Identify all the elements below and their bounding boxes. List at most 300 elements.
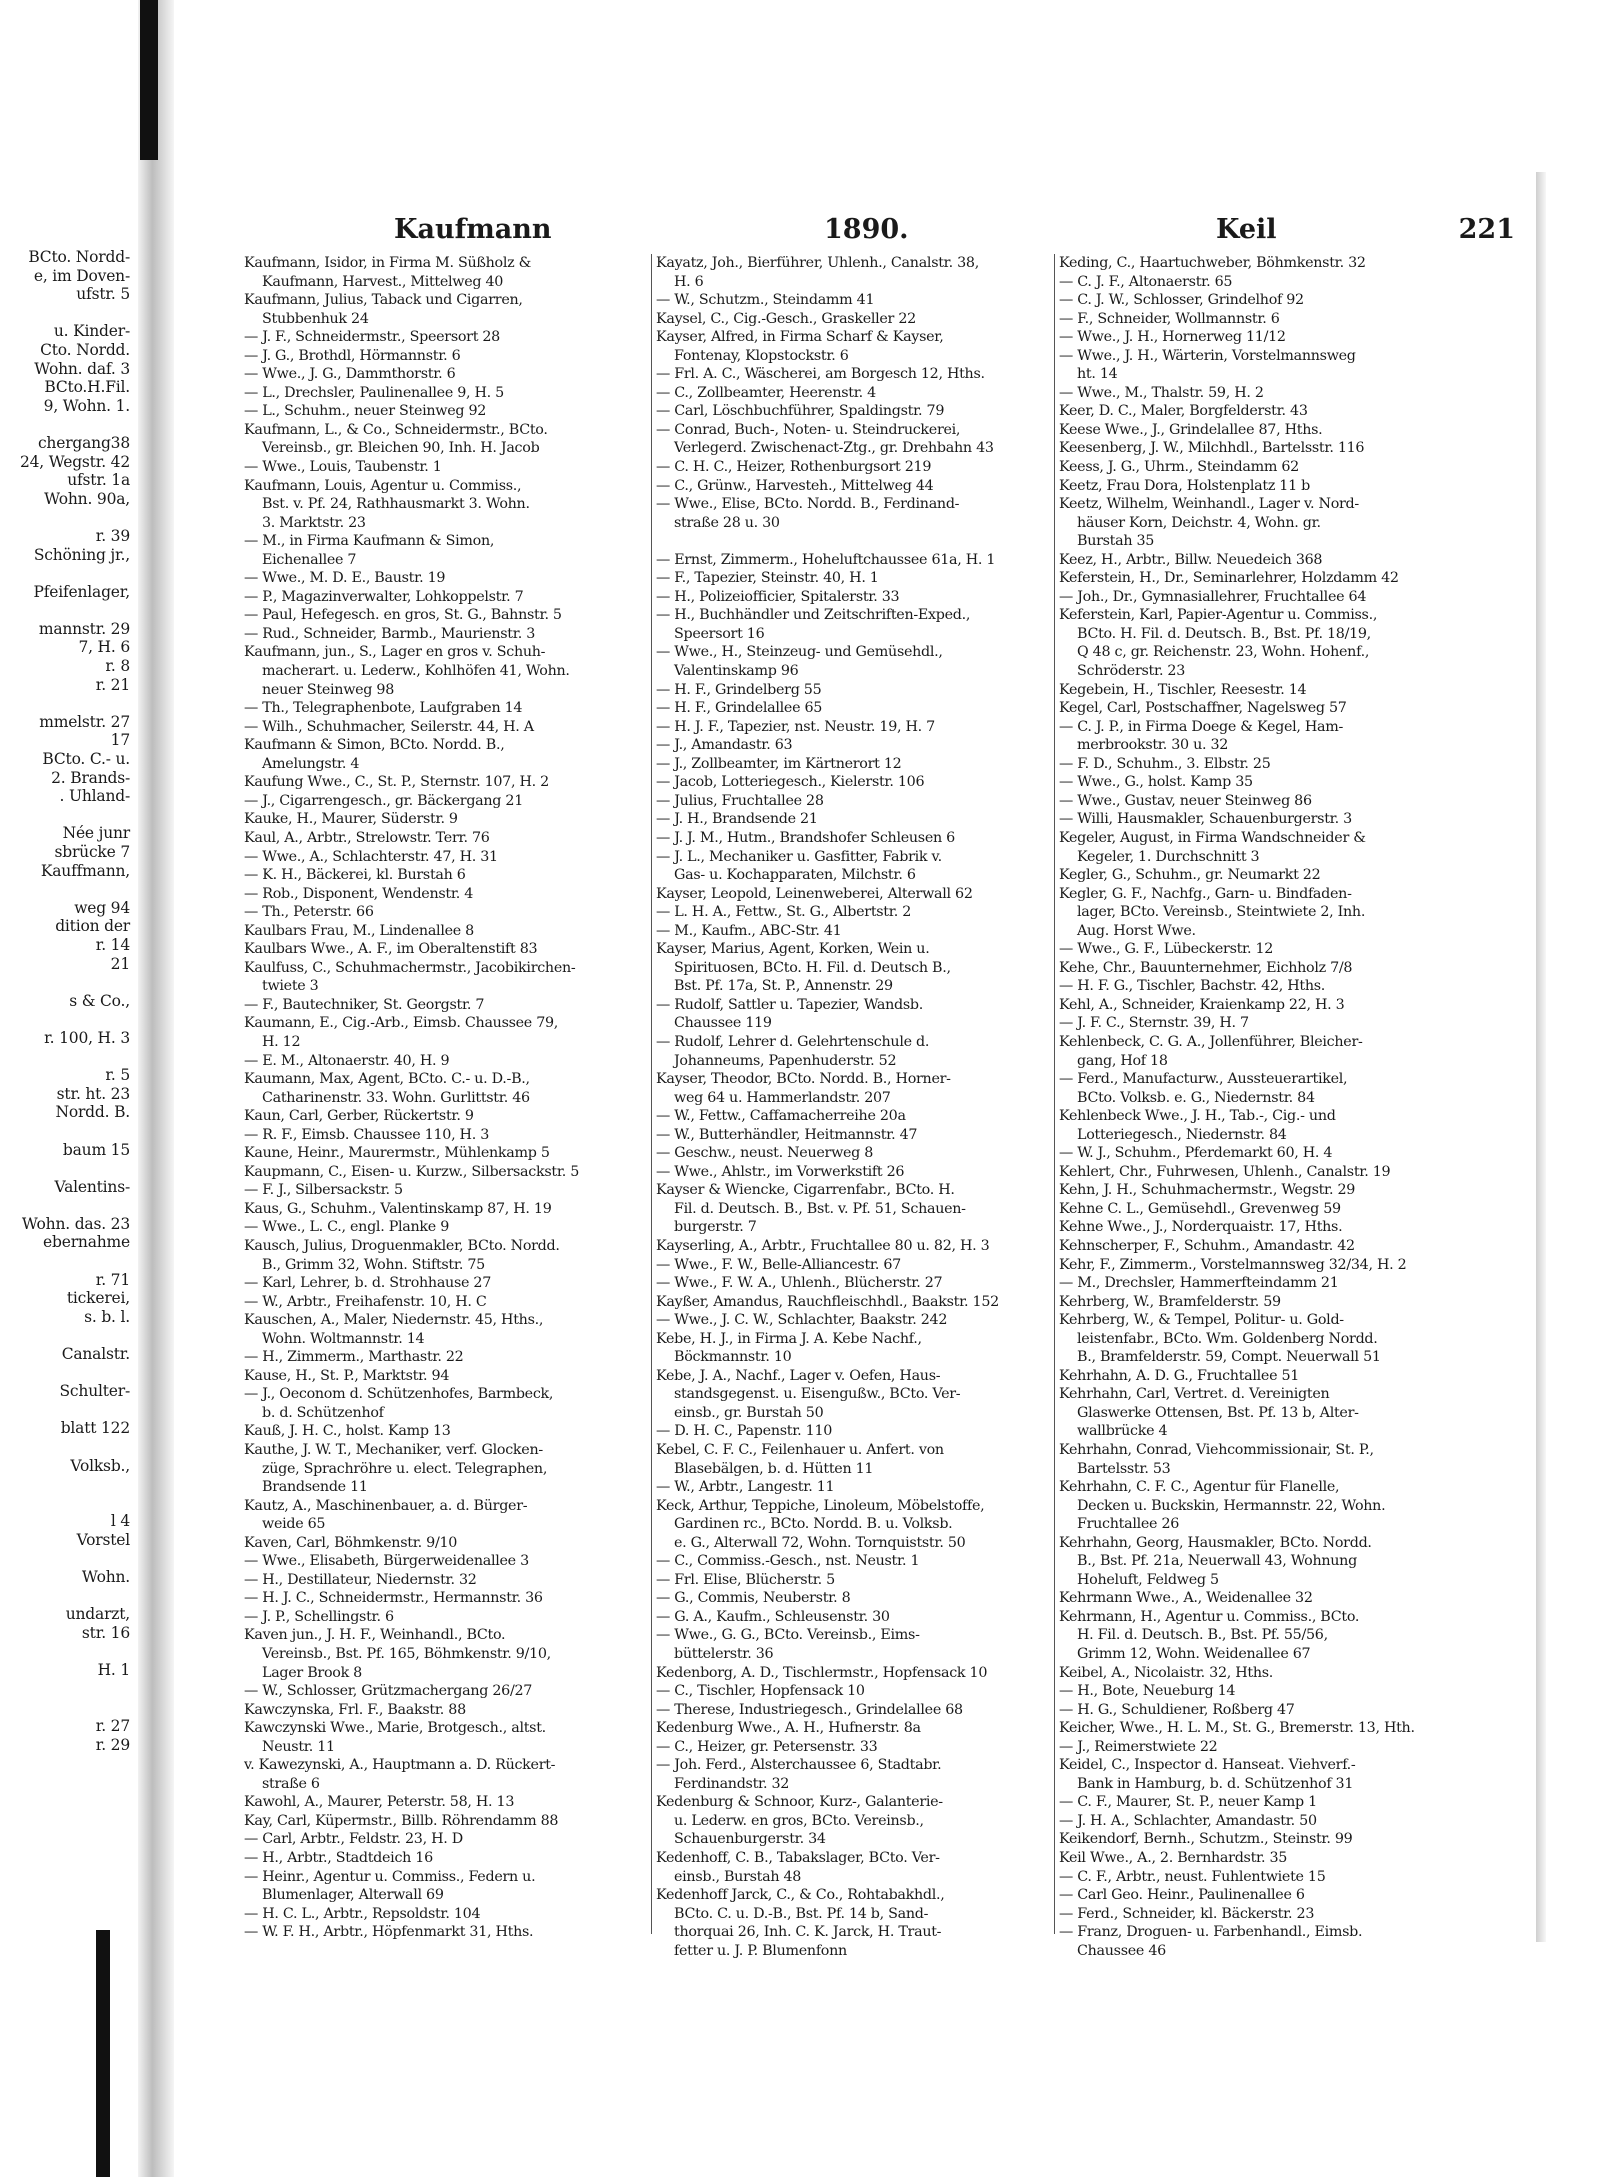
directory-entry-line: Kegeler, August, in Firma Wandschneider & [1059,829,1366,846]
directory-entry-line: — K. H., Bäckerei, kl. Burstah 6 [244,867,466,884]
directory-entry-line: Keferstein, H., Dr., Seminarlehrer, Holzdamm 42 [1059,570,1399,587]
directory-entry-line: — Rob., Disponent, Wendenstr. 4 [244,885,474,902]
directory-entry-line: — W., Schutzm., Steindamm 41 [656,292,875,309]
fragment-line: r. 39 [95,526,130,545]
fragment-line: Canalstr. [61,1345,130,1364]
directory-entry-line: v. Kawezynski, A., Hauptmann a. D. Rückert- [244,1757,556,1774]
directory-entry-line: 3. Marktstr. 23 [262,514,366,531]
directory-entry-line: Ferdinandstr. 32 [674,1775,790,1792]
column-2 [656,254,1051,1959]
book-spine-shadow [138,0,174,2177]
directory-entry-line: Burstah 35 [1077,533,1155,550]
directory-entry-line: Kehrmann, H., Agentur u. Commiss., BCto. [1059,1608,1360,1625]
directory-entry-line: — Conrad, Buch-, Noten- u. Steindruckerei, [656,421,961,438]
directory-entry-line: Blumenlager, Alterwall 69 [262,1887,444,1904]
directory-entry-line: straße 28 u. 30 [674,514,780,531]
directory-entry-line: Kegebein, H., Tischler, Reesestr. 14 [1059,681,1307,698]
directory-entry-line: — C. J. W., Schlosser, Grindelhof 92 [1059,292,1304,309]
fragment-line: 17 [110,731,130,750]
directory-entry-line: Catharinenstr. 33. Wohn. Gurlittstr. 46 [262,1089,530,1106]
directory-entry-line: Kegler, G., Schuhm., gr. Neumarkt 22 [1059,867,1321,884]
fragment-line: baum 15 [62,1140,130,1159]
directory-entry-line: — H. C. L., Arbtr., Repsoldstr. 104 [244,1905,481,1922]
directory-entry-line: — J., Zollbeamter, im Kärtnerort 12 [656,755,902,772]
directory-entry-line: Eichenallee 7 [262,551,357,568]
fragment-line [0,304,130,323]
directory-entry-line: — Wwe., F. W. A., Uhlenh., Blücherstr. 27 [656,1275,943,1292]
directory-entry-line: — F. D., Schuhm., 3. Elbstr. 25 [1059,755,1271,772]
directory-entry-line: — J. F., Schneidermstr., Speersort 28 [244,329,500,346]
directory-entry-line: Bank in Hamburg, b. d. Schützenhof 31 [1077,1775,1354,1792]
page-edge-right [1536,172,1546,1942]
directory-entry-line: u. Lederw. en gros, BCto. Vereinsb., [674,1812,924,1829]
fragment-line: r. 8 [105,657,130,676]
directory-entry-line: Kayser, Theodor, BCto. Nordd. B., Horner- [656,1071,951,1088]
directory-entry-line: — Rudolf, Sattler u. Tapezier, Wandsb. [656,996,923,1013]
fragment-line: Schulter- [59,1382,130,1401]
directory-entry-line: Brandsende 11 [262,1479,368,1496]
directory-entry-line: — R. F., Eimsb. Chaussee 110, H. 3 [244,1126,490,1143]
fragment-line [0,1010,130,1029]
directory-entry-line: Kayßer, Amandus, Rauchfleischhdl., Baakstr. 152 [656,1293,999,1310]
fragment-line: r. 29 [95,1735,130,1754]
directory-entry-line: — Therese, Industriegesch., Grindelallee 68 [656,1701,963,1718]
fragment-line [0,1698,130,1717]
directory-entry-line: — Heinr., Agentur u. Commiss., Federn u. [244,1868,536,1885]
directory-entry-line: — W., Fettw., Caffamacherreihe 20a [656,1108,906,1125]
fragment-line: r. 21 [95,675,130,694]
directory-entry-line: Kayser, Alfred, in Firma Scharf & Kayser, [656,329,944,346]
fragment-line: weg 94 [74,898,130,917]
directory-entry-line: — H. G., Schuldiener, Roßberg 47 [1059,1701,1295,1718]
directory-entry-line: — E. M., Altonaerstr. 40, H. 9 [244,1052,450,1069]
directory-entry-line: — H., Buchhändler und Zeitschriften-Exped., [656,607,971,624]
column-1 [244,254,649,1941]
directory-entry-line: — G., Commis, Neuberstr. 8 [656,1590,851,1607]
directory-entry-line: — C. H. C., Heizer, Rothenburgsort 219 [656,459,932,476]
directory-entry-line: — J. J. M., Hutm., Brandshofer Schleusen 6 [656,829,955,846]
directory-entry-line: leistenfabr., BCto. Wm. Goldenberg Nordd. [1077,1330,1378,1347]
fragment-line: Cto. Nordd. [40,340,130,359]
directory-entry-line: H. 12 [262,1033,301,1050]
directory-entry-line: — Wwe., Elisabeth, Bürgerweidenallee 3 [244,1553,529,1570]
directory-entry-line: Bst. v. Pf. 24, Rathhausmarkt 3. Wohn. [262,496,530,513]
directory-entry-line: Kaumann, E., Cig.-Arb., Eimsb. Chaussee 79, [244,1015,559,1032]
directory-entry-line: — J. P., Schellingstr. 6 [244,1608,394,1625]
directory-entry-line: Kaupmann, C., Eisen- u. Kurzw., Silbersackstr. 5 [244,1163,580,1180]
directory-entry-line: Kauke, H., Maurer, Süderstr. 9 [244,811,458,828]
directory-entry-line: Kaune, Heinr., Maurermstr., Mühlenkamp 5 [244,1145,550,1162]
directory-entry-line: Kause, H., St. P., Marktstr. 94 [244,1367,450,1384]
directory-entry-line: Hoheluft, Feldweg 5 [1077,1571,1219,1588]
fragment-line: Vorstel [76,1530,130,1549]
fragment-line [0,1401,130,1420]
directory-entry-line: ht. 14 [1077,366,1118,383]
directory-entry-line [656,532,1051,551]
directory-entry-line: Kaul, A., Arbtr., Strelowstr. Terr. 76 [244,829,490,846]
fragment-line [0,1438,130,1457]
directory-entry-line: — W., Butterhändler, Heitmannstr. 47 [656,1126,918,1143]
directory-entry-line: — L., Drechsler, Paulinenallee 9, H. 5 [244,384,504,401]
page-number: 221 [1458,214,1515,245]
directory-entry-line: — C. F., Arbtr., neust. Fuhlentwiete 15 [1059,1868,1326,1885]
directory-entry-line: Bartelsstr. 53 [1077,1460,1171,1477]
scan-clip-top [140,0,158,160]
fragment-line: r. 100, H. 3 [44,1028,130,1047]
directory-entry-line: — Carl, Löschbuchführer, Spaldingstr. 79 [656,403,945,420]
fragment-line: e, im Doven- [33,266,130,285]
directory-entry-line: — M., in Firma Kaufmann & Simon, [244,533,495,550]
directory-entry-line: Keferstein, Karl, Papier-Agentur u. Commiss., [1059,607,1378,624]
directory-entry-line: häuser Korn, Deichstr. 4, Wohn. gr. [1077,514,1321,531]
directory-entry-line: weide 65 [262,1516,326,1533]
directory-entry-line: büttelerstr. 36 [674,1646,774,1663]
directory-entry-line: Keil Wwe., A., 2. Bernhardstr. 35 [1059,1850,1288,1867]
fragment-line [0,1048,130,1067]
directory-entry-line: Kehlert, Chr., Fuhrwesen, Uhlenh., Canalstr. 19 [1059,1163,1391,1180]
directory-entry-line: Kawczynska, Frl. F., Baakstr. 88 [244,1701,466,1718]
directory-entry-line: — F., Tapezier, Steinstr. 40, H. 1 [656,570,879,587]
directory-entry-line: Valentinskamp 96 [674,663,799,680]
directory-entry-line: Keck, Arthur, Teppiche, Linoleum, Möbelstoffe, [656,1497,985,1514]
fragment-line [0,1643,130,1662]
directory-entry-line: Kehrhahn, Georg, Hausmakler, BCto. Nordd. [1059,1534,1372,1551]
fragment-line: Kauffmann, [40,861,130,880]
directory-entry-line: Johanneums, Papenhuderstr. 52 [674,1052,897,1069]
directory-entry-line: — Karl, Lehrer, b. d. Strohhause 27 [244,1275,491,1292]
directory-entry-line: — Franz, Droguen- u. Farbenhandl., Eimsb. [1059,1924,1363,1941]
directory-entry-line: Kawohl, A., Maurer, Peterstr. 58, H. 13 [244,1794,515,1811]
directory-entry-line: Kehrhahn, C. F. C., Agentur für Flanelle, [1059,1479,1340,1496]
directory-entry-line: Blasebälgen, b. d. Hütten 11 [674,1460,874,1477]
directory-entry-line: Böckmannstr. 10 [674,1349,792,1366]
directory-entry-line: — W., Arbtr., Freihafenstr. 10, H. C [244,1293,487,1310]
directory-entry-line: — Carl, Arbtr., Feldstr. 23, H. D [244,1831,463,1848]
directory-entry-line: H. 6 [674,273,704,290]
directory-entry-line: H. Fil. d. Deutsch. B., Bst. Pf. 55/56, [1077,1627,1328,1644]
directory-entry-line: Kebe, J. A., Nachf., Lager v. Oefen, Haus- [656,1367,941,1384]
directory-entry-line: — L. H. A., Fettw., St. G., Albertstr. 2 [656,904,911,921]
directory-entry-line: — Jacob, Lotteriegesch., Kielerstr. 106 [656,774,925,791]
directory-entry-line: — C. F., Maurer, St. P., neuer Kamp 1 [1059,1794,1317,1811]
directory-entry-line: Kehr, F., Zimmerm., Vorstelmannsweg 32/34, H. 2 [1059,1256,1407,1273]
directory-entry-line: — Wwe., H., Steinzeug- und Gemüsehdl., [656,644,943,661]
fragment-line: sbrücke 7 [54,843,130,861]
directory-entry-line: Kehne Wwe., J., Norderquaistr. 17, Hths. [1059,1219,1343,1236]
directory-entry-line: Kautz, A., Maschinenbauer, a. d. Bürger- [244,1497,528,1514]
directory-entry-line: — J., Amandastr. 63 [656,737,793,754]
scan-clip-bottom [96,1930,110,2177]
directory-entry-line: — D. H. C., Papenstr. 110 [656,1423,833,1440]
directory-entry-line: — Frl. Elise, Blücherstr. 5 [656,1571,835,1588]
directory-entry-line: Kehl, A., Schneider, Kraienkamp 22, H. 3 [1059,996,1345,1013]
directory-entry-line: merbrookstr. 30 u. 32 [1077,737,1229,754]
directory-entry-line: lager, BCto. Vereinsb., Steintwiete 2, Inh. [1077,904,1366,921]
column-divider [651,254,652,1934]
directory-entry-line: Vereinsb., gr. Bleichen 90, Inh. H. Jacob [262,440,540,457]
directory-entry-line: — H., Polizeiofficier, Spitalerstr. 33 [656,588,900,605]
directory-entry-line: Kedenhoff Jarck, C., & Co., Rohtabakhdl., [656,1887,945,1904]
fragment-line: undarzt, [65,1605,130,1624]
directory-entry-line: — C., Tischler, Hopfensack 10 [656,1683,865,1700]
directory-entry-line: — Joh. Ferd., Alsterchaussee 6, Stadtabr. [656,1757,942,1774]
directory-entry-line: — Wilh., Schuhmacher, Seilerstr. 44, H. A [244,718,534,735]
directory-entry-line: — C., Commiss.-Gesch., nst. Neustr. 1 [656,1553,920,1570]
fragment-line: BCto. Nordd- [28,248,130,266]
directory-entry-line: Keess, J. G., Uhrm., Steindamm 62 [1059,459,1299,476]
directory-entry-line: — M., Kaufm., ABC-Str. 41 [656,922,842,939]
fragment-line: blatt 122 [60,1419,130,1438]
directory-entry-line: B., Grimm 32, Wohn. Stiftstr. 75 [262,1256,485,1273]
directory-entry-line: — W. F. H., Arbtr., Höpfenmarkt 31, Hths. [244,1924,534,1941]
directory-entry-line: Kehnscherper, F., Schuhm., Amandastr. 42 [1059,1237,1355,1254]
directory-entry-line: — Wwe., J. G., Dammthorstr. 6 [244,366,456,383]
running-header [244,214,1529,246]
fragment-line: ufstr. 5 [76,285,130,304]
directory-entry-line: — H., Arbtr., Stadtdeich 16 [244,1850,433,1867]
directory-entry-line: Kedenborg, A. D., Tischlermstr., Hopfensack 10 [656,1664,988,1681]
fragment-line: Schöning jr., [33,545,130,564]
directory-entry-line: Kaulfuss, C., Schuhmachermstr., Jacobikirchen- [244,959,576,976]
directory-entry-line: — Wwe., Elise, BCto. Nordd. B., Ferdinand- [656,496,960,513]
directory-entry-line: Kaus, G., Schuhm., Valentinskamp 87, H. 19 [244,1200,552,1217]
fragment-line [0,1494,130,1513]
fragment-line: H. 1 [97,1661,130,1680]
directory-entry-line: Kehlenbeck, C. G. A., Jollenführer, Bleicher- [1059,1033,1363,1050]
fragment-line [0,806,130,825]
fragment-line: Wohn. das. 23 [21,1214,130,1233]
directory-entry-line: Fontenay, Klopstockstr. 6 [674,347,849,364]
directory-entry-line: Grimm 12, Wohn. Weidenallee 67 [1077,1646,1311,1663]
directory-entry-line: — Frl. A. C., Wäscherei, am Borgesch 12, Hths. [656,366,985,383]
fragment-line: Née junr [62,824,130,843]
directory-entry-line: — W., Arbtr., Langestr. 11 [656,1479,835,1496]
directory-entry-line: — Wwe., G., holst. Kamp 35 [1059,774,1253,791]
directory-entry-line: Kehrhahn, Conrad, Viehcommissionair, St. P., [1059,1442,1374,1458]
directory-entry-line: Kaven, Carl, Böhmkenstr. 9/10 [244,1534,458,1551]
directory-entry-line: Kaysel, C., Cig.-Gesch., Graskeller 22 [656,310,916,327]
directory-entry-line: — Wwe., G. G., BCto. Vereinsb., Eims- [656,1627,920,1644]
directory-entry-line: — H. F., Grindelberg 55 [656,681,822,698]
directory-entry-line: Kegler, G. F., Nachfg., Garn- u. Bindfaden- [1059,885,1352,902]
directory-entry-line: — J. L., Mechaniker u. Gasfitter, Fabrik v. [656,848,942,865]
fragment-line: u. Kinder- [53,322,130,341]
directory-entry-line: Kaufmann & Simon, BCto. Nordd. B., [244,737,505,754]
directory-entry-line: — M., Drechsler, Hammerfteindamm 21 [1059,1275,1339,1292]
fragment-line: l 4 [110,1512,130,1531]
directory-entry-line: — C. J. F., Altonaerstr. 65 [1059,273,1233,290]
fragment-line: str. ht. 23 [56,1084,130,1103]
fragment-line: 9, Wohn. 1. [43,396,130,415]
directory-entry-line: Keikendorf, Bernh., Schutzm., Steinstr. 99 [1059,1831,1353,1848]
directory-entry-line: Kaulbars Frau, M., Lindenallee 8 [244,922,474,939]
fragment-line [0,1680,130,1699]
fragment-line [0,1587,130,1606]
directory-entry-line: Kebel, C. F. C., Feilenhauer u. Anfert. von [656,1442,944,1458]
fragment-line: s & Co., [69,991,130,1010]
directory-entry-line: Fil. d. Deutsch. B., Bst. v. Pf. 51, Schauen- [674,1200,966,1217]
directory-entry-line: — Wwe., J. H., Wärterin, Vorstelmannsweg [1059,347,1356,364]
directory-entry-line: — Ferd., Manufacturw., Aussteuerartikel, [1059,1071,1348,1088]
directory-entry-line: BCto. C. u. D.-B., Bst. Pf. 14 b, Sand- [674,1905,929,1922]
directory-entry-line: — Th., Peterstr. 66 [244,904,374,921]
directory-entry-line: Spirituosen, BCto. H. Fil. d. Deutsch B., [674,959,951,976]
fragment-line: 24, Wegstr. 42 [19,452,130,471]
directory-entry-line: Amelungstr. 4 [262,755,360,772]
directory-entry-line: Vereinsb., Bst. Pf. 165, Böhmkenstr. 9/10, [262,1646,551,1663]
directory-entry-line: Glaswerke Ottensen, Bst. Pf. 13 b, Alter- [1077,1404,1359,1421]
directory-entry-line: Kedenburg & Schnoor, Kurz-, Galanterie- [656,1794,943,1811]
directory-entry-line: Gardinen rc., BCto. Nordd. B. u. Volksb. [674,1516,953,1533]
directory-entry-line: Kauthe, J. W. T., Mechaniker, verf. Glocken- [244,1442,543,1458]
directory-entry-line: — J. H. A., Schlachter, Amandastr. 50 [1059,1812,1317,1829]
directory-entry-line: — C., Heizer, gr. Petersenstr. 33 [656,1738,878,1755]
directory-entry-line: Wohn. Woltmannstr. 14 [262,1330,425,1347]
directory-entry-line: — F., Bautechniker, St. Georgstr. 7 [244,996,485,1013]
fragment-line [0,415,130,434]
directory-entry-line: Kehlenbeck Wwe., J. H., Tab.-, Cig.- und [1059,1108,1336,1125]
directory-entry-line: Chaussee 46 [1077,1942,1166,1959]
directory-entry-line: Kayserling, A., Arbtr., Fruchtallee 80 u. 82, H. 3 [656,1237,990,1254]
fragment-line [0,601,130,620]
directory-entry-line: Kayser, Leopold, Leinenweberei, Alterwall 62 [656,885,973,902]
directory-entry-line: wallbrücke 4 [1077,1423,1168,1440]
directory-entry-line: züge, Sprachröhre u. elect. Telegraphen, [262,1460,548,1477]
directory-entry-line: — H., Zimmerm., Marthastr. 22 [244,1349,464,1366]
directory-entry-line: Kaufmann, L., & Co., Schneidermstr., BCto. [244,421,548,438]
fragment-line: r. 14 [95,935,130,954]
directory-entry-line: — Wwe., Gustav, neuer Steinweg 86 [1059,792,1312,809]
directory-entry-line: Chaussee 119 [674,1015,772,1032]
directory-page [244,214,1529,1959]
directory-entry-line: — Wwe., F. W., Belle-Alliancestr. 67 [656,1256,901,1273]
column-divider [1054,254,1055,1934]
directory-entry-line: — J. F. C., Sternstr. 39, H. 7 [1059,1015,1249,1032]
fragment-line: str. 16 [81,1623,130,1642]
directory-entry-line: Kayser, Marius, Agent, Korken, Wein u. [656,941,930,958]
directory-entry-line: — J., Oeconom d. Schützenhofes, Barmbeck, [244,1386,554,1403]
directory-entry-line: Keer, D. C., Maler, Borgfelderstr. 43 [1059,403,1308,420]
fragment-line: ebernahme [43,1233,130,1252]
directory-entry-line: macherart. u. Lederw., Kohlhöfen 41, Wohn. [262,663,570,680]
directory-entry-line: — W. J., Schuhm., Pferdemarkt 60, H. 4 [1059,1145,1333,1162]
directory-entry-line: Kauß, J. H. C., holst. Kamp 13 [244,1423,451,1440]
directory-entry-line: Kaumann, Max, Agent, BCto. C.- u. D.-B., [244,1071,530,1088]
fragment-line [0,1252,130,1271]
directory-entry-line: Keetz, Wilhelm, Weinhandl., Lager v. Nord- [1059,496,1359,513]
fragment-line: mmelstr. 27 [39,712,130,731]
directory-entry-line: BCto. H. Fil. d. Deutsch. B., Bst. Pf. 18/19, [1077,625,1371,642]
directory-entry-line: neuer Steinweg 98 [262,681,394,698]
fragment-line: Wohn. daf. 3 [34,359,130,378]
directory-entry-line: Keetz, Frau Dora, Holstenplatz 11 b [1059,477,1310,494]
fragment-line: . Uhland- [59,787,130,806]
directory-entry-line: Stubbenhuk 24 [262,310,369,327]
directory-entry-line: — Wwe., J. H., Hornerweg 11/12 [1059,329,1286,346]
directory-entry-line: — C., Zollbeamter, Heerenstr. 4 [656,384,876,401]
directory-entry-line: Kawczynski Wwe., Marie, Brotgesch., altst. [244,1720,546,1737]
fragment-line: mannstr. 29 [38,619,130,638]
directory-entry-line: — L., Schuhm., neuer Steinweg 92 [244,403,487,420]
directory-entry-line: Neustr. 11 [262,1738,335,1755]
fragment-line: Pfeifenlager, [33,582,130,601]
directory-entry-line: Kaulbars Wwe., A. F., im Oberaltenstift 83 [244,941,538,958]
directory-entry-line: — Rud., Schneider, Barmb., Maurienstr. 3 [244,625,535,642]
fragment-line [0,564,130,583]
fragment-line [0,508,130,527]
directory-entry-line: weg 64 u. Hammerlandstr. 207 [674,1089,891,1106]
directory-entry-line: Kehne C. L., Gemüsehdl., Grevenweg 59 [1059,1200,1341,1217]
directory-entry-line: — J. H., Brandsende 21 [656,811,818,828]
directory-entry-line: einsb., Burstah 48 [674,1868,802,1885]
directory-entry-line: B., Bramfelderstr. 59, Compt. Neuerwall 51 [1077,1349,1381,1366]
directory-entry-line: — Willi, Hausmakler, Schauenburgerstr. 3 [1059,811,1352,828]
fragment-line [0,1196,130,1215]
directory-entry-line: — G. A., Kaufm., Schleusenstr. 30 [656,1608,890,1625]
directory-entry-line: b. d. Schützenhof [262,1404,384,1421]
directory-entry-line: Kaufmann, Harvest., Mittelweg 40 [262,273,504,290]
directory-entry-line: — Ernst, Zimmerm., Hoheluftchaussee 61a, H. 1 [656,551,996,568]
directory-entry-line: Kebe, H. J., in Firma J. A. Kebe Nachf., [656,1330,922,1347]
directory-entry-line: Kedenhoff, C. B., Tabakslager, BCto. Ver- [656,1850,940,1867]
directory-entry-line: — Wwe., L. C., engl. Planke 9 [244,1219,449,1236]
directory-entry-line: Bst. Pf. 17a, St. P., Annenstr. 29 [674,978,893,995]
directory-entry-line: Kehrmann Wwe., A., Weidenallee 32 [1059,1590,1313,1607]
directory-entry-line: — Carl Geo. Heinr., Paulinenallee 6 [1059,1887,1305,1904]
directory-entry-line: — W., Schlosser, Grützmachergang 26/27 [244,1683,533,1700]
fragment-line: BCto.H.Fil. [44,378,130,397]
directory-entry-line: straße 6 [262,1775,320,1792]
directory-entry-line: fetter u. J. P. Blumenfonn [674,1942,847,1959]
directory-entry-line: Decken u. Buckskin, Hermannstr. 22, Wohn. [1077,1497,1386,1514]
directory-entry-line: — Wwe., M., Thalstr. 59, H. 2 [1059,384,1264,401]
directory-entry-line: — F. J., Silbersackstr. 5 [244,1182,403,1199]
fragment-line [0,1159,130,1178]
directory-entry-line: Kehn, J. H., Schuhmachermstr., Wegstr. 29 [1059,1182,1356,1199]
directory-entry-line: Kay, Carl, Küpermstr., Billb. Röhrendamm 88 [244,1812,559,1829]
directory-entry-line: Aug. Horst Wwe. [1077,922,1196,939]
directory-entry-line: Kehrhahn, Carl, Vertret. d. Vereinigten [1059,1386,1330,1403]
directory-entry-line: — J., Cigarrengesch., gr. Bäckergang 21 [244,792,523,809]
directory-entry-line: — Th., Telegraphenbote, Laufgraben 14 [244,700,523,717]
column-3 [1059,254,1527,1959]
directory-entry-line: — Rudolf, Lehrer d. Gelehrtenschule d. [656,1033,930,1050]
fragment-line: r. 71 [95,1270,130,1289]
directory-entry-line: Kayser & Wiencke, Cigarrenfabr., BCto. H. [656,1182,955,1199]
fragment-line: r. 27 [95,1716,130,1735]
directory-entry-line: — Wwe., G. F., Lübeckerstr. 12 [1059,941,1274,958]
directory-entry-line: — H., Destillateur, Niedernstr. 32 [244,1571,477,1588]
directory-entry-line: Q 48 c, gr. Reichenstr. 23, Wohn. Hohenf., [1077,644,1370,661]
directory-entry-line: Kauschen, A., Maler, Niedernstr. 45, Hths., [244,1312,544,1329]
fragment-line [0,1364,130,1383]
directory-entry-line: — C., Grünw., Harvesteh., Mittelweg 44 [656,477,934,494]
directory-entry-line: — C. J. P., in Firma Doege & Kegel, Ham- [1059,718,1344,735]
directory-entry-line: Keesenberg, J. W., Milchhdl., Bartelsstr. 116 [1059,440,1365,457]
directory-entry-line: Kaufmann, Julius, Taback und Cigarren, [244,292,523,309]
directory-entry-line: Kaufung Wwe., C., St. P., Sternstr. 107, H. 2 [244,774,549,791]
fragment-line: Valentins- [54,1177,130,1196]
fragment-line: 2. Brands- [51,768,130,787]
fragment-line: ufstr. 1a [67,471,130,490]
directory-entry-line: Kegeler, 1. Durchschnitt 3 [1077,848,1260,865]
fragment-line: Wohn. [81,1568,130,1587]
directory-entry-line: — H. J. F., Tapezier, nst. Neustr. 19, H. 7 [656,718,935,735]
directory-entry-line: — Wwe., Louis, Taubenstr. 1 [244,459,442,476]
header-first-name: Kaufmann [394,214,552,245]
directory-entry-line: BCto. Volksb. e. G., Niedernstr. 84 [1077,1089,1315,1106]
directory-entry-line: Kaven jun., J. H. F., Weinhandl., BCto. [244,1627,506,1644]
